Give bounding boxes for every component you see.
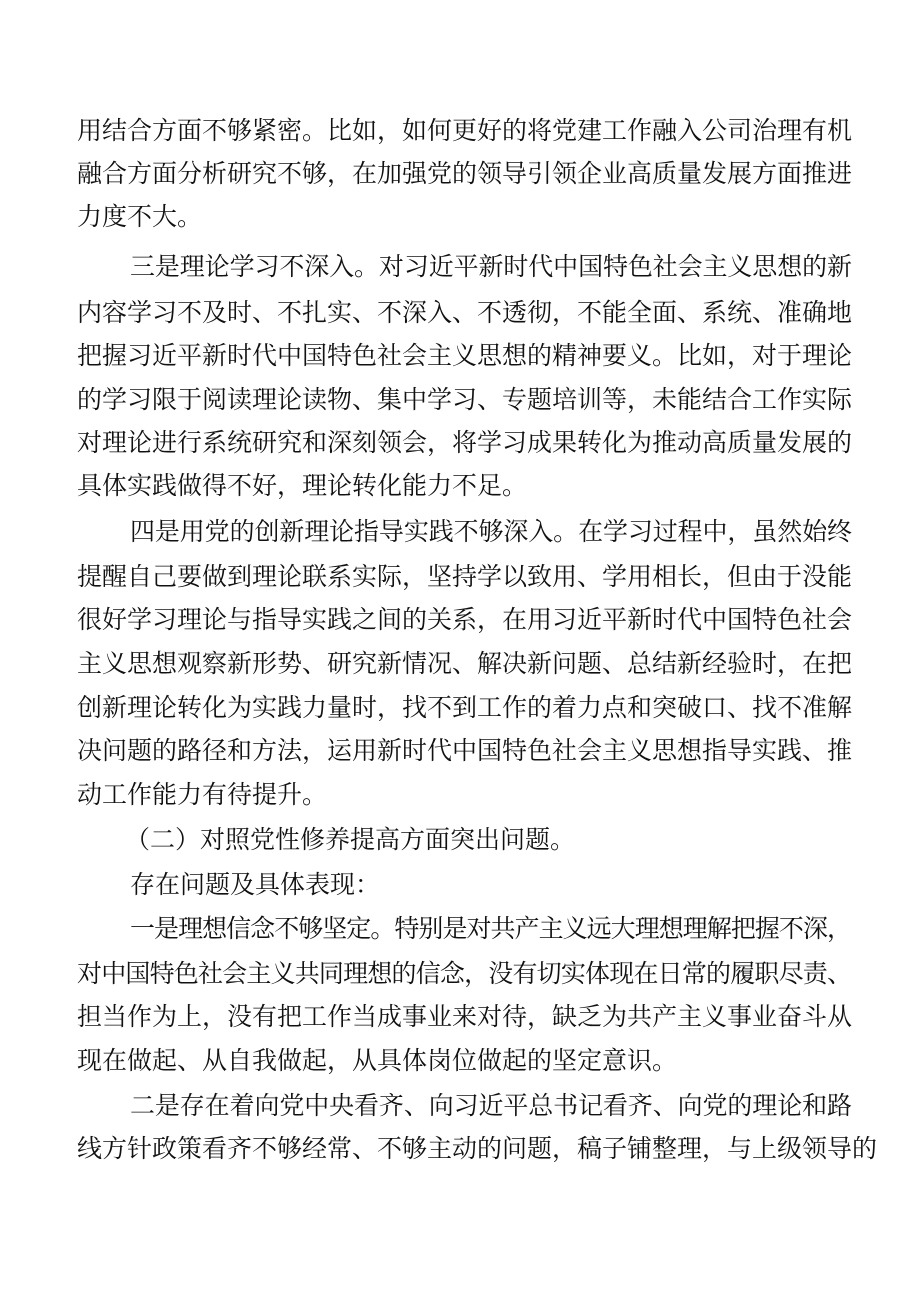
text-line: 四是用党的创新理论指导实践不够深入。在学习过程中，虽然始终 [130,517,852,546]
text-line: 用结合方面不够紧密。比如，如何更好的将党建工作融入公司治理有机 [77,116,852,145]
text-line: 对理论进行系统研究和深刻领会，将学习成果转化为推动高质量发展的 [77,428,852,457]
text-line: 决问题的路径和方法，运用新时代中国特色社会主义思想指导实践、推 [77,736,852,765]
text-line: 融合方面分析研究不够，在加强党的领导引领企业高质量发展方面推进 [77,159,852,188]
text-line: 主义思想观察新形势、研究新情况、解决新问题、总结新经验时，在把 [77,649,852,678]
text-line: 存在问题及具体表现： [130,870,381,899]
text-line: 把握习近平新时代中国特色社会主义思想的精神要义。比如，对于理论 [77,341,852,370]
text-line: 动工作能力有待提升。 [77,780,328,809]
text-line: 创新理论转化为实践力量时，找不到工作的着力点和突破口、找不准解 [77,693,852,722]
text-line: 现在做起、从自我做起，从具体岗位做起的坚定意识。 [77,1046,678,1075]
section-heading: （二）对照党性修养提高方面突出问题。 [125,825,576,854]
text-line: 力度不大。 [77,202,203,231]
text-line: 的学习限于阅读理论读物、集中学习、专题培训等，未能结合工作实际 [77,385,852,414]
text-line: 很好学习理论与指导实践之间的关系，在用习近平新时代中国特色社会 [77,605,852,634]
text-line: 二是存在着向党中央看齐、向习近平总书记看齐、向党的理论和路 [130,1091,852,1120]
text-line: 提醒自己要做到理论联系实际，坚持学以致用、学用相长，但由于没能 [77,562,852,591]
text-line: 担当作为上，没有把工作当成事业来对待，缺乏为共产主义事业奋斗从 [77,1002,852,1031]
text-line: 对中国特色社会主义共同理想的信念，没有切实体现在日常的履职尽责、 [77,959,852,988]
text-line: 内容学习不及时、不扎实、不深入、不透彻，不能全面、系统、准确地 [77,298,852,327]
text-line: 一是理想信念不够坚定。特别是对共产主义远大理想理解把握不深， [130,914,852,943]
text-line: 线方针政策看齐不够经常、不够主动的问题，稿子铺整理，与上级领导的 [77,1134,878,1163]
text-line: 三是理论学习不深入。对习近平新时代中国特色社会主义思想的新 [130,252,852,281]
text-line: 具体实践做得不好，理论转化能力不足。 [77,471,528,500]
